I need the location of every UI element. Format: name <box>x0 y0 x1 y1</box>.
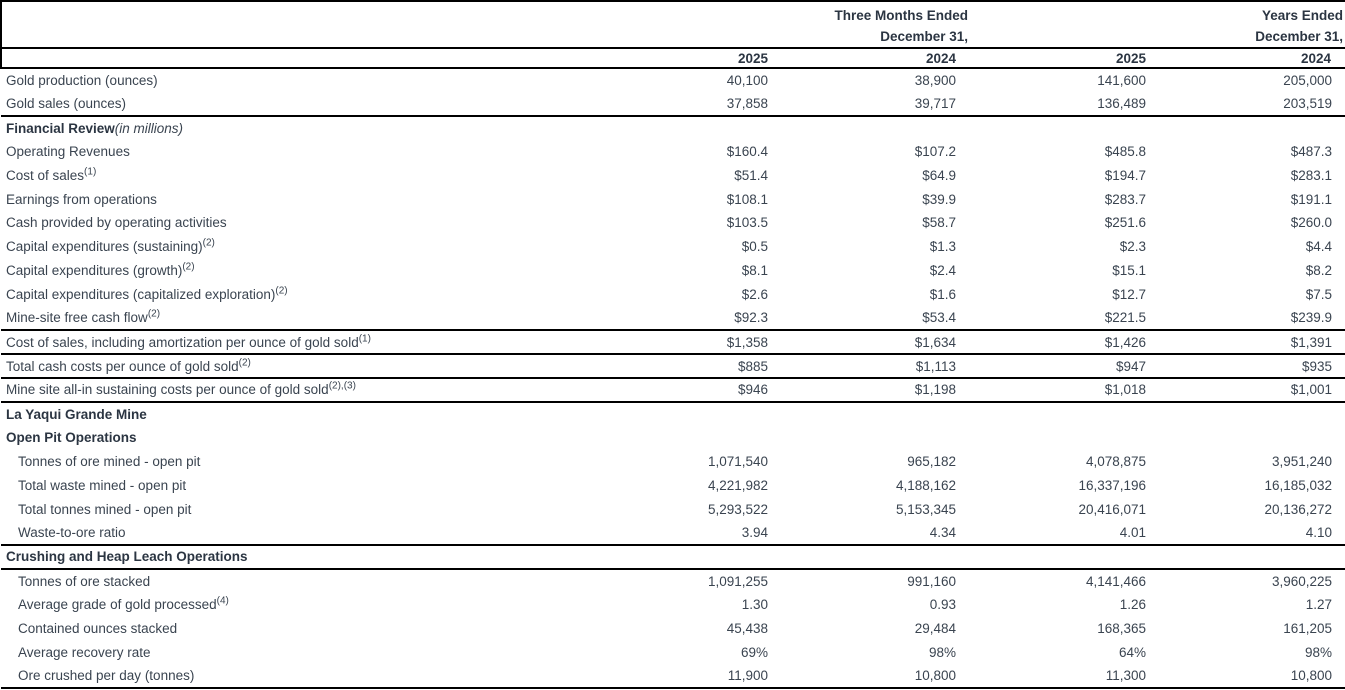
year-header-row <box>1 48 1345 68</box>
value-cell: 38,900 <box>914 72 957 88</box>
value-cell: $885 <box>621 354 782 378</box>
table-row <box>1 378 1345 402</box>
table-row <box>1 235 1345 259</box>
value-cell: $1,391 <box>1160 330 1345 354</box>
row-label: Crushing and Heap Leach Operations <box>1 545 621 569</box>
footnote-reference: (1) <box>84 166 97 178</box>
table-row <box>1 497 1345 521</box>
footnote-reference: (2) <box>275 285 288 297</box>
row-label: Gold sales (ounces) <box>1 92 621 116</box>
value-cell: 11,900 <box>621 664 782 688</box>
value-cell: $58.7 <box>922 215 957 231</box>
value-cell: $107.2 <box>914 143 957 159</box>
value-cell: 10,800 <box>1160 664 1345 688</box>
table-row <box>1 450 1345 474</box>
value-cell: 29,484 <box>914 620 957 636</box>
value-cell: $160.4 <box>726 143 768 159</box>
value-cell: 3.94 <box>621 521 782 545</box>
value-cell: $260.0 <box>1290 215 1333 231</box>
value-cell: $487.3 <box>1290 143 1333 159</box>
value-cell: $1,018 <box>970 378 1160 402</box>
footnote-reference: (2) <box>238 357 251 369</box>
section-header-row <box>1 402 1345 426</box>
period-group-line2: December 31, <box>880 29 969 44</box>
section-subtitle: (in millions) <box>114 120 184 136</box>
value-cell: $194.7 <box>1104 167 1147 183</box>
row-label: Ore crushed per day (tonnes) <box>1 664 621 688</box>
table-body <box>1 68 1345 688</box>
row-label: Gold production (ounces) <box>6 72 158 88</box>
table-row <box>1 140 1345 164</box>
value-cell: $7.5 <box>1305 287 1333 303</box>
value-cell: $485.8 <box>1104 143 1147 159</box>
value-cell: 98% <box>928 644 957 660</box>
value-cell: $4.4 <box>1305 239 1333 255</box>
value-cell: 10,800 <box>782 664 970 688</box>
value-cell: 98% <box>1304 644 1333 660</box>
table-row <box>1 354 1345 378</box>
table-row <box>1 569 1345 593</box>
value-cell: $1.6 <box>929 287 957 303</box>
period-group-line1: Three Months Ended <box>834 8 969 23</box>
row-label: Operating Revenues <box>6 143 130 159</box>
table-row <box>1 473 1345 497</box>
three-months-ended-header <box>621 1 970 48</box>
table-row <box>1 640 1345 664</box>
value-cell: 39,717 <box>782 92 970 116</box>
row-label: Average grade of gold processed$^{(4)}$ <box>18 595 229 612</box>
value-cell: 1,091,255 <box>707 573 768 589</box>
value-cell: 4.34 <box>782 521 970 545</box>
period-header-row <box>1 1 1345 48</box>
year-column-header: 2024 <box>1160 48 1345 68</box>
footnote-reference: (1) <box>358 333 371 345</box>
footnote-reference: (2) <box>182 261 195 273</box>
row-label: Average recovery rate <box>18 644 151 660</box>
row-label: Total tonnes mined - open pit <box>18 501 192 517</box>
empty-value-cells <box>621 116 1345 140</box>
value-cell: $12.7 <box>1112 287 1147 303</box>
value-cell: 5,293,522 <box>707 501 768 517</box>
row-label: Waste-to-ore ratio <box>1 521 621 545</box>
row-label: Cash provided by operating activities <box>6 215 227 231</box>
table-row <box>1 92 1345 116</box>
row-label: Earnings from operations <box>6 191 157 207</box>
value-cell: 1,071,540 <box>707 453 768 469</box>
value-cell: 168,365 <box>1097 620 1147 636</box>
year-column-header: 2025 <box>970 48 1160 68</box>
table-row <box>1 306 1345 330</box>
table-row <box>1 259 1345 283</box>
value-cell: 991,160 <box>907 573 957 589</box>
year-column-header: 2024 <box>782 48 970 68</box>
value-cell: $191.1 <box>1290 191 1333 207</box>
value-cell: $239.9 <box>1160 306 1345 330</box>
value-cell: 40,100 <box>726 72 768 88</box>
value-cell: $283.1 <box>1290 167 1333 183</box>
value-cell: $1,634 <box>782 330 970 354</box>
value-cell: 5,153,345 <box>895 501 957 517</box>
section-header-row <box>1 545 1345 569</box>
value-cell: $8.2 <box>1305 263 1333 279</box>
value-cell: $946 <box>621 378 782 402</box>
table-row <box>1 593 1345 617</box>
value-cell: $64.9 <box>922 167 957 183</box>
value-cell: 4,078,875 <box>1085 453 1147 469</box>
row-label: Total cash costs per ounce of gold sold$^{(2)}$ <box>1 354 621 378</box>
value-cell: 1.30 <box>741 596 768 612</box>
value-cell: 0.93 <box>929 596 957 612</box>
value-cell: 11,300 <box>970 664 1160 688</box>
row-label: Total waste mined - open pit <box>18 477 187 493</box>
row-label: Financial Review(in millions) <box>6 120 184 136</box>
year-column-header: 2025 <box>621 48 782 68</box>
empty-value-cells <box>621 545 1345 569</box>
table-row <box>1 521 1345 545</box>
value-cell: $108.1 <box>726 191 768 207</box>
value-cell: $1,358 <box>621 330 782 354</box>
value-cell: 4.10 <box>1160 521 1345 545</box>
value-cell: 4,221,982 <box>707 477 768 493</box>
value-cell: $1,001 <box>1160 378 1345 402</box>
period-group-line2: December 31, <box>1255 29 1344 44</box>
section-header-row <box>1 426 1345 450</box>
row-label: La Yaqui Grande Mine <box>6 406 147 422</box>
value-cell: 205,000 <box>1283 72 1333 88</box>
value-cell: $39.9 <box>922 191 957 207</box>
value-cell: 1.26 <box>1119 596 1147 612</box>
row-label: Capital expenditures (growth)$^{(2)}$ <box>6 261 195 279</box>
footnote-reference: (4) <box>216 595 229 607</box>
table-row <box>1 68 1345 92</box>
value-cell: $2.4 <box>929 263 957 279</box>
value-cell: $15.1 <box>1112 263 1147 279</box>
value-cell: $51.4 <box>734 167 768 183</box>
value-cell: $53.4 <box>782 306 970 330</box>
header-spacer-cell <box>1 1 621 48</box>
row-label: Cost of sales, including amortization per ounce of gold sold$^{(1)}$ <box>1 330 621 354</box>
row-label: Tonnes of ore stacked <box>18 573 151 589</box>
value-cell: $8.1 <box>741 263 768 279</box>
empty-value-cells <box>621 426 1345 450</box>
table-row <box>1 163 1345 187</box>
row-label: Cost of sales$^{(1)}$ <box>6 166 97 183</box>
value-cell: $2.3 <box>1119 239 1147 255</box>
table-row <box>1 616 1345 640</box>
row-label: Open Pit Operations <box>6 430 137 446</box>
row-label: Capital expenditures (sustaining)$^{(2)}$ <box>6 237 215 255</box>
value-cell: $103.5 <box>726 215 768 231</box>
value-cell: $2.6 <box>741 287 768 303</box>
value-cell: 69% <box>740 644 768 660</box>
row-label: Capital expenditures (capitalized exploration)$^{(2)}$ <box>6 285 288 303</box>
value-cell: $283.7 <box>1104 191 1147 207</box>
table-header <box>1 1 1345 68</box>
header-spacer-cell <box>1 48 621 68</box>
section-header-row <box>1 116 1345 140</box>
value-cell: $92.3 <box>621 306 782 330</box>
footnote-reference: (2),(3) <box>328 380 356 392</box>
value-cell: 4,188,162 <box>895 477 957 493</box>
row-label: Tonnes of ore mined - open pit <box>18 453 201 469</box>
table-row <box>1 330 1345 354</box>
value-cell: 4,141,466 <box>1085 573 1147 589</box>
row-label: Contained ounces stacked <box>18 620 178 636</box>
value-cell: $1.3 <box>929 239 957 255</box>
value-cell: $0.5 <box>741 239 768 255</box>
value-cell: $947 <box>970 354 1160 378</box>
value-cell: 45,438 <box>726 620 768 636</box>
value-cell: 16,337,196 <box>1078 477 1147 493</box>
table-row <box>1 187 1345 211</box>
value-cell: 203,519 <box>1160 92 1345 116</box>
value-cell: 64% <box>1118 644 1147 660</box>
value-cell: 20,416,071 <box>1078 501 1147 517</box>
value-cell: 141,600 <box>1097 72 1147 88</box>
value-cell: 965,182 <box>907 453 957 469</box>
value-cell: 3,960,225 <box>1271 573 1333 589</box>
value-cell: $221.5 <box>970 306 1160 330</box>
table-row <box>1 283 1345 307</box>
table-row <box>1 211 1345 235</box>
years-ended-header <box>970 1 1345 48</box>
value-cell: $935 <box>1160 354 1345 378</box>
value-cell: 136,489 <box>970 92 1160 116</box>
value-cell: 20,136,272 <box>1264 501 1333 517</box>
value-cell: $1,426 <box>970 330 1160 354</box>
period-group-line1: Years Ended <box>1261 8 1344 23</box>
footnote-reference: (2) <box>202 237 215 249</box>
value-cell: $1,198 <box>782 378 970 402</box>
row-label: Mine-site free cash flow$^{(2)}$ <box>1 306 621 330</box>
value-cell: 3,951,240 <box>1271 453 1333 469</box>
row-label: Mine site all-in sustaining costs per ounce of gold sold$^{(2),(3)}$ <box>1 378 621 402</box>
value-cell: 16,185,032 <box>1264 477 1333 493</box>
table-row <box>1 664 1345 688</box>
value-cell: 161,205 <box>1283 620 1333 636</box>
value-cell: $1,113 <box>782 354 970 378</box>
value-cell: 4.01 <box>970 521 1160 545</box>
value-cell: 37,858 <box>621 92 782 116</box>
empty-value-cells <box>621 402 1345 426</box>
value-cell: $251.6 <box>1104 215 1147 231</box>
footnote-reference: (2) <box>147 308 161 320</box>
value-cell: 1.27 <box>1305 596 1333 612</box>
